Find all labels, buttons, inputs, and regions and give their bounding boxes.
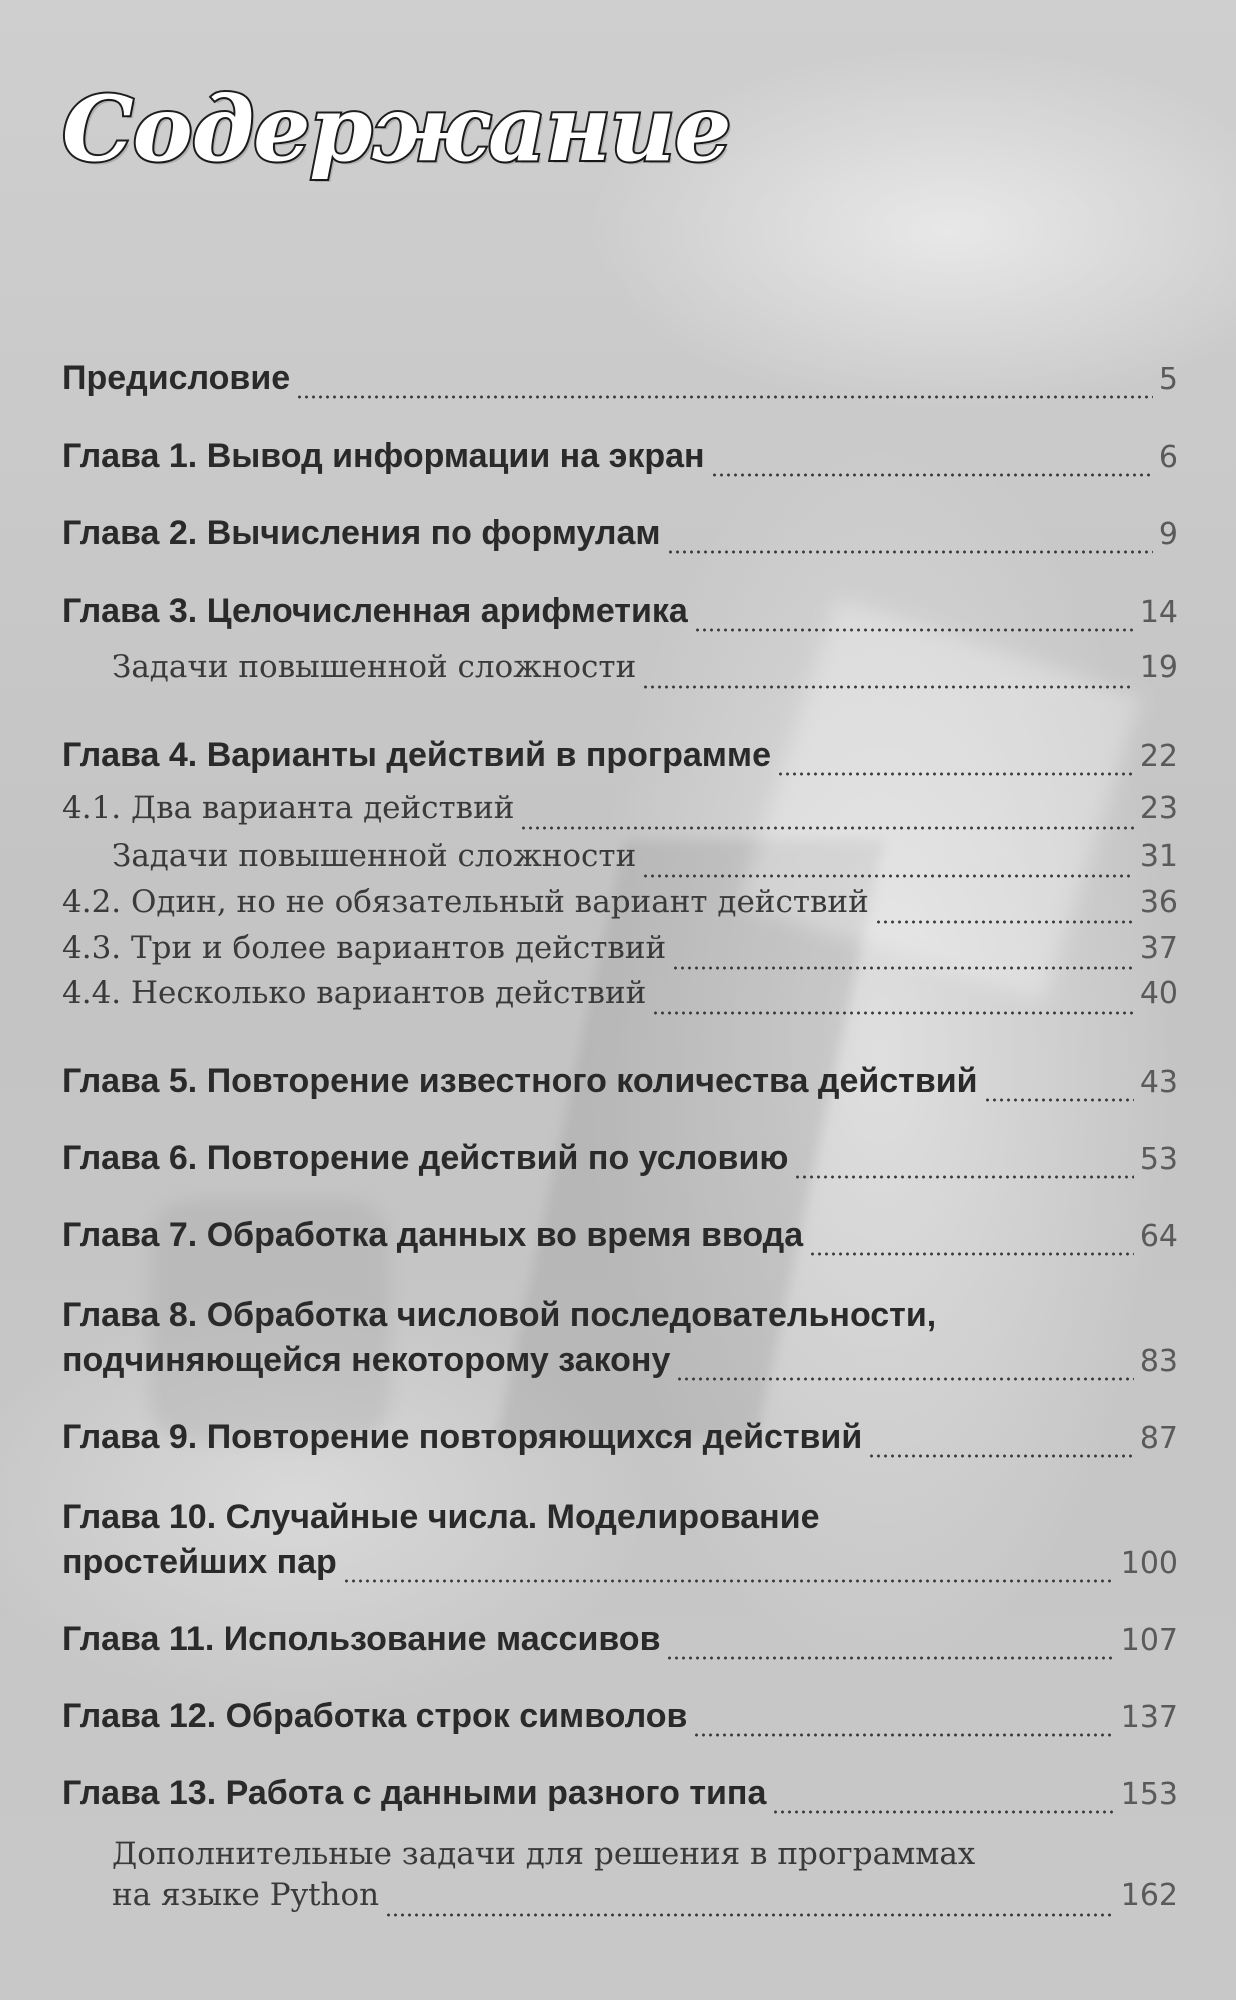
toc-entry-chapter-11[interactable] [62, 1620, 1178, 1670]
toc-entry-title: Глава 2. Вычисления по формулам [62, 514, 661, 552]
toc-entry-section[interactable] [112, 1877, 1178, 1927]
toc-entry-page: 53 [1139, 1142, 1178, 1177]
toc-entry-chapter-6[interactable] [62, 1139, 1178, 1189]
toc-entry-title: Предисловие [62, 359, 291, 397]
toc-entry-chapter-9[interactable] [62, 1418, 1178, 1468]
toc-entry-page: 23 [1139, 791, 1178, 826]
toc-entry-page: 37 [1139, 931, 1178, 966]
toc-entry-title: Глава 3. Целочисленная арифметика [62, 592, 688, 630]
toc-entry-title: 4.2. Один, но не обязательный вариант действий [62, 884, 869, 920]
toc-entry-title-line1: Глава 10. Случайные числа. Моделирование [62, 1498, 820, 1536]
toc-entry-title: Глава 5. Повторение известного количества действий [62, 1062, 978, 1100]
toc-entry-title: Глава 11. Использование массивов [62, 1620, 661, 1658]
toc-entry-preface[interactable] [62, 359, 1178, 409]
toc-entry-page: 107 [1120, 1623, 1178, 1658]
dot-leader [693, 1733, 1114, 1737]
toc-entry-chapter-12[interactable] [62, 1697, 1178, 1747]
toc-entry-page: 100 [1120, 1546, 1178, 1581]
toc-entry-page: 22 [1139, 739, 1178, 774]
toc-entry-chapter-7[interactable] [62, 1216, 1178, 1266]
dot-leader [652, 1011, 1133, 1015]
toc-entry-title: Глава 9. Повторение повторяющихся действий [62, 1418, 863, 1456]
toc-entry-section[interactable] [62, 930, 1178, 980]
dot-leader [642, 874, 1134, 878]
dot-leader [666, 1656, 1114, 1660]
toc-entry-chapter-4[interactable] [62, 736, 1178, 786]
toc-entry-section[interactable] [62, 884, 1178, 934]
toc-entry-chapter-1[interactable] [62, 437, 1178, 487]
dot-leader [642, 685, 1134, 689]
toc-entry-page: 40 [1139, 976, 1178, 1011]
dot-leader [809, 1252, 1134, 1256]
toc-entry-section[interactable] [62, 790, 1178, 840]
toc-entry-chapter-10[interactable] [62, 1543, 1178, 1593]
page-title: Содержание [62, 76, 731, 182]
toc-entry-title: Глава 1. Вывод информации на экран [62, 437, 705, 475]
toc-entry-section[interactable] [62, 975, 1178, 1025]
dot-leader [667, 550, 1153, 554]
toc-entry-page: 64 [1139, 1219, 1178, 1254]
dot-leader [296, 395, 1153, 399]
dot-leader [984, 1098, 1134, 1102]
dot-leader [694, 628, 1134, 632]
toc-entry-title: Глава 7. Обработка данных во время ввода [62, 1216, 804, 1254]
toc-entry-page: 153 [1120, 1777, 1178, 1812]
dot-leader [672, 966, 1134, 970]
dot-leader [772, 1810, 1114, 1814]
toc-entry-title: Задачи повышенной сложности [112, 649, 637, 685]
dot-leader [777, 772, 1134, 776]
toc-entry-page: 36 [1139, 885, 1178, 920]
toc-entry-title: простейших пар [62, 1543, 337, 1581]
toc-entry-section[interactable] [112, 838, 1178, 888]
toc-entry-page: 5 [1158, 362, 1178, 397]
dot-leader [868, 1454, 1134, 1458]
toc-entry-page: 6 [1158, 440, 1178, 475]
toc-entry-section[interactable] [112, 649, 1178, 699]
toc-entry-page: 9 [1158, 517, 1178, 552]
toc-entry-page: 14 [1139, 595, 1178, 630]
toc-entry-page: 31 [1139, 839, 1178, 874]
toc-entry-title: 4.1. Два варианта действий [62, 790, 515, 826]
toc-entry-title: 4.3. Три и более вариантов действий [62, 930, 667, 966]
toc-entry-title: Глава 13. Работа с данными разного типа [62, 1774, 767, 1812]
toc-entry-title: Глава 12. Обработка строк символов [62, 1697, 688, 1735]
dot-leader [711, 473, 1153, 477]
toc-entry-page: 19 [1139, 650, 1178, 685]
toc-entry-page: 162 [1120, 1878, 1178, 1913]
toc-entry-title: Задачи повышенной сложности [112, 838, 637, 874]
toc-entry-chapter-2[interactable] [62, 514, 1178, 564]
dot-leader [875, 920, 1134, 924]
toc-entry-chapter-8[interactable] [62, 1341, 1178, 1391]
toc-entry-title: подчиняющейся некоторому закону [62, 1341, 671, 1379]
toc-entry-title-line1: Дополнительные задачи для решения в программах [112, 1836, 976, 1872]
toc-entry-title-line1: Глава 8. Обработка числовой последовательности, [62, 1296, 937, 1334]
toc-entry-page: 137 [1120, 1700, 1178, 1735]
dot-leader [794, 1175, 1133, 1179]
toc-entry-title: на языке Python [112, 1877, 380, 1913]
toc-entry-title: Глава 4. Варианты действий в программе [62, 736, 771, 774]
toc-entry-chapter-3[interactable] [62, 592, 1178, 642]
toc-entry-title: Глава 6. Повторение действий по условию [62, 1139, 789, 1177]
toc-entry-page: 87 [1139, 1421, 1178, 1456]
toc-entry-chapter-13[interactable] [62, 1774, 1178, 1824]
dot-leader [520, 826, 1133, 830]
toc-entry-chapter-5[interactable] [62, 1062, 1178, 1112]
toc-entry-page: 83 [1139, 1344, 1178, 1379]
toc-entry-page: 43 [1139, 1065, 1178, 1100]
dot-leader [676, 1377, 1133, 1381]
dot-leader [385, 1913, 1115, 1917]
toc-entry-title: 4.4. Несколько вариантов действий [62, 975, 647, 1011]
dot-leader [343, 1579, 1115, 1583]
